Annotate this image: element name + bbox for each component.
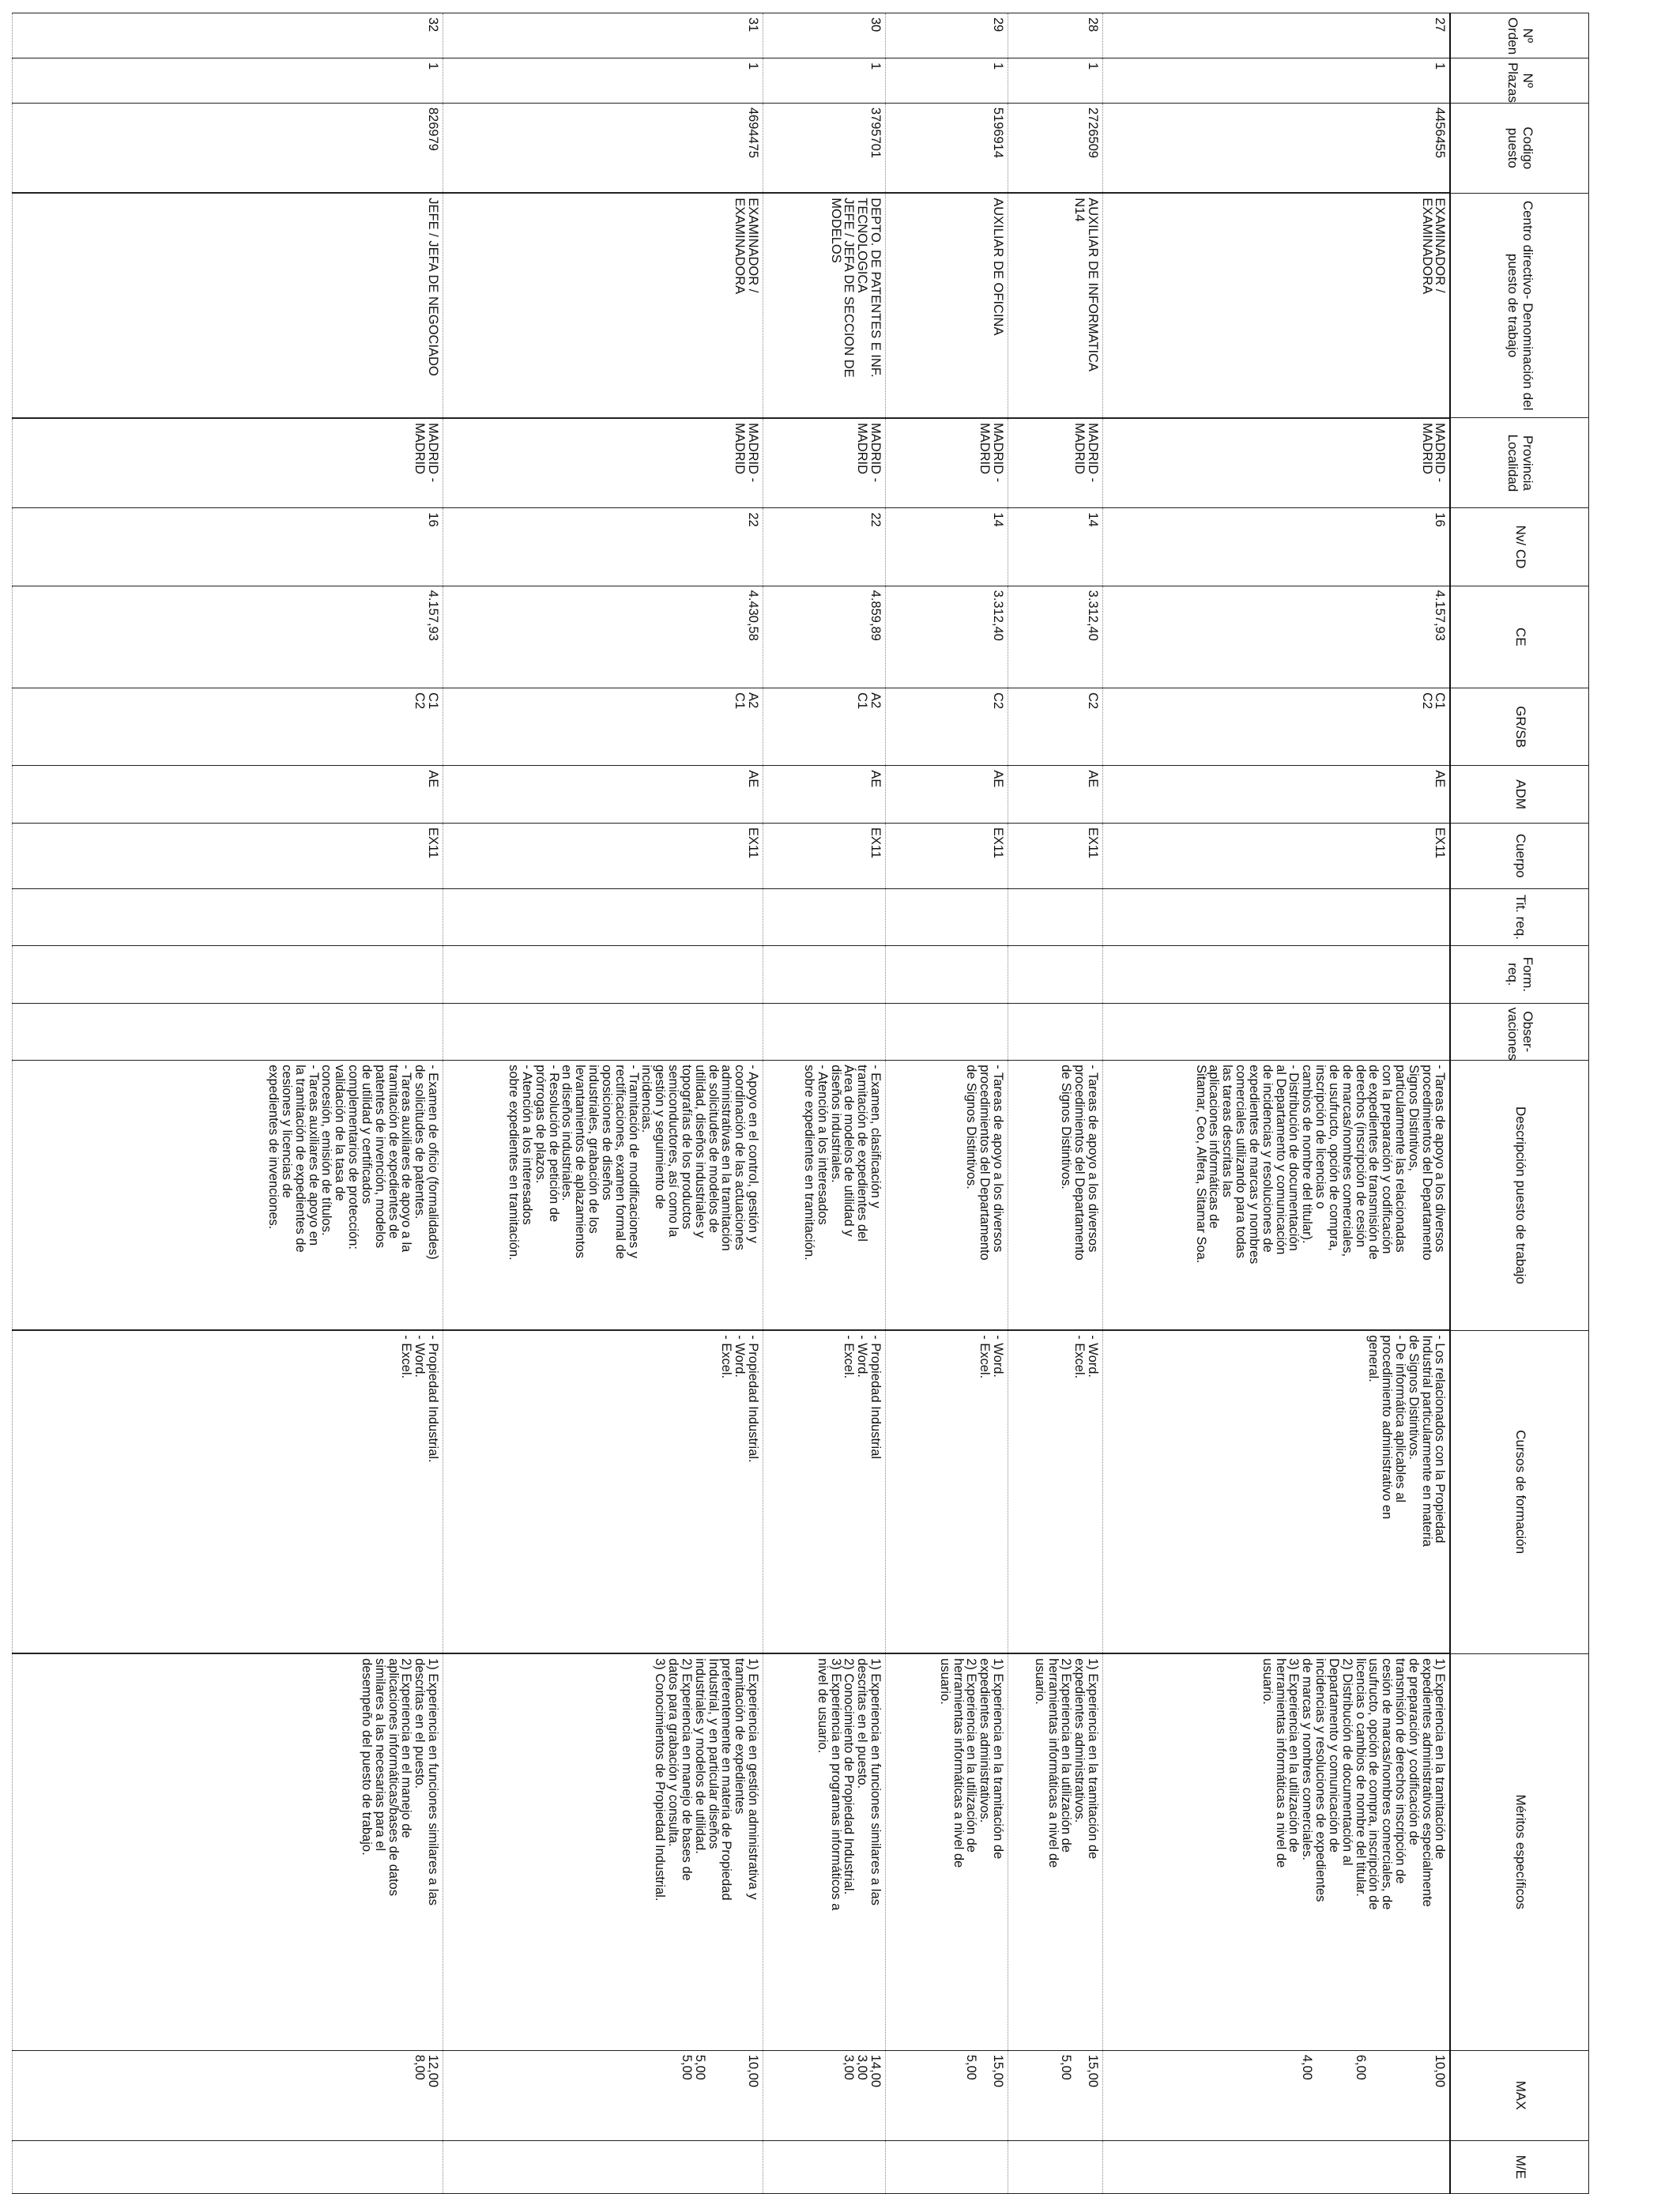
cell-orden: 28 (1008, 13, 1103, 58)
cell-grupo: C2 (886, 688, 1008, 766)
cell-me (1103, 2140, 1451, 2193)
header-centro: Centro directivo- Denominación del puesto de trabajo (1451, 193, 1589, 418)
header-titulacion: Tit. req. (1451, 888, 1589, 945)
cell-orden: 27 (1103, 13, 1451, 58)
cell-titulacion (13, 888, 443, 945)
cell-meritos: 1) Experiencia en funciones similares a las descritas en el puesto. 2) Conocimiento de Propiedad Industrial. 3) Experiencia en programas informáticos a nivel de usuario. (763, 1653, 886, 2050)
cell-meritos: 1) Experiencia en funciones similares a las descritas en el puesto. 2) Experiencia en el manejo de aplicaciones informáticas/bases de datos similares a las necesarias para el desempeño del puesto de trabajo. (13, 1653, 443, 2050)
header-provincia: Provincia Localidad (1451, 418, 1589, 508)
table-row (13, 13, 443, 2194)
cell-grupo: A2 C1 (763, 688, 886, 766)
cell-formacion-req (1008, 946, 1103, 1003)
cell-centro: DEPTO. DE PATENTES E INF. TECNOLOGICA JEFE / JEFA DE SECCION DE MODELOS (763, 193, 886, 418)
cell-descripcion: - Tareas de apoyo a los diversos procedimientos del Departamento de Signos Distintivos. (1008, 1061, 1103, 1331)
header-grupo: GR/SB (1451, 688, 1589, 766)
table-row (1008, 13, 1103, 2194)
header-adm: ADM (1451, 766, 1589, 823)
table-row (886, 13, 1008, 2194)
cell-descripcion: - Tareas de apoyo a los diversos procedimientos del Departamento Signos Distintivos, particularmente las relacionadas con la preparación y codificación de expedientes de transmisión de derechos (inscripción de cesión de marcas/nombres comerciales, de usufructo, opción de compra, inscripción de licencias o cambios de nombre del titular). - Distribución de documentación al Departamento y comunicación de incidencias y resoluciones de expedientes de marcas y nombres comerciales utilizando para todas las tareas descritas las aplicaciones informáticas de Sitamar, Ceo, Alfera, Sitamar Soa. (1103, 1061, 1451, 1331)
cell-orden: 29 (886, 13, 1008, 58)
header-plazas: Nº Plazas (1451, 58, 1589, 103)
cell-me (443, 2140, 763, 2193)
cell-ce: 3.312,40 (886, 586, 1008, 688)
cell-codigo: 4694475 (443, 103, 763, 193)
cell-nivel: 16 (1103, 508, 1451, 586)
cell-descripcion: - Apoyo en el control, gestión y coordinación de las actuaciones administrativas en la tramitación de solicitudes de modelos de utilidad, diseños industriales y topografías de los productos semiconductores, así como la gestión y seguimiento de incidencias. - Tramitación de modificaciones y rectificaciones, examen formal de oposiciones de diseños industriales, grabación de los levantamientos de aplazamientos en diseños industriales. - Resolución de petición de prórrogas de plazos. - Atención a los interesados sobre expedientes en tramitación. (443, 1061, 763, 1331)
header-ce: CE (1451, 586, 1589, 688)
cell-formacion-req (763, 946, 886, 1003)
cell-cuerpo: EX11 (13, 823, 443, 888)
cell-provincia: MADRID - MADRID (1008, 418, 1103, 508)
header-descripcion: Descripción puesto de trabajo (1451, 1061, 1589, 1331)
cell-codigo: 5196914 (886, 103, 1008, 193)
cell-orden: 32 (13, 13, 443, 58)
cell-ce: 4.859,89 (763, 586, 886, 688)
table-row (1103, 13, 1451, 2194)
cell-provincia: MADRID - MADRID (1103, 418, 1451, 508)
cell-adm: AE (443, 766, 763, 823)
cell-adm: AE (886, 766, 1008, 823)
cell-descripcion: - Examen, clasificación y tramitación de expedientes del Área de modelos de utilidad y diseños industriales. - Atención a los interesados sobre expedientes en tramitación. (763, 1061, 886, 1331)
cell-codigo: 2726509 (1008, 103, 1103, 193)
cell-titulacion (1103, 888, 1451, 945)
cell-titulacion (886, 888, 1008, 945)
cell-observaciones (13, 1003, 443, 1060)
header-cuerpo: Cuerpo (1451, 823, 1589, 888)
cell-cursos: - Propiedad Industrial - Word. - Excel. (763, 1330, 886, 1653)
cell-meritos: 1) Experiencia en la tramitación de expedientes administrativos especialmente de preparación y codificación de transmisión de derechos inscripción de cesión de marcas/nombres comerciales, de usufructo, opción de compra, inscripción de licencias o cambios de nombre del titular. 2) Distribución de documentación al Departamento y comunicación de incidencias y resoluciones de expedientes de marcas y nombres comerciales. 3) Experiencia en la utilización de herramientas informáticas a nivel de usuario. (1103, 1653, 1451, 2050)
cell-descripcion: - Examen de oficio (formalidades) de solicitudes de patentes. - Tareas auxiliares de apoyo a la tramitación de expedientes de patentes de invención, modelos de utilidad y certificados complementarios de protección: validación de la tasa de concesión, emisión de títulos. - Tareas auxiliares de apoyo en la tramitación de expedientes de cesiones y licencias de expedientes de invenciones. (13, 1061, 443, 1331)
cell-nivel: 22 (443, 508, 763, 586)
cell-formacion-req (1103, 946, 1451, 1003)
cell-max: 10,00 6,00 4,00 (1103, 2050, 1451, 2140)
cell-formacion-req (886, 946, 1008, 1003)
header-me: M/E (1451, 2140, 1589, 2193)
cell-adm: AE (13, 766, 443, 823)
cell-adm: AE (1008, 766, 1103, 823)
cell-provincia: MADRID - MADRID (443, 418, 763, 508)
cell-plazas: 1 (1103, 58, 1451, 103)
cell-max: 15,00 5,00 (886, 2050, 1008, 2140)
cell-adm: AE (1103, 766, 1451, 823)
cell-observaciones (1008, 1003, 1103, 1060)
cell-cuerpo: EX11 (886, 823, 1008, 888)
cell-descripcion: - Tareas de apoyo a los diversos procedimientos del Departamento de Signos Distintivos. (886, 1061, 1008, 1331)
cell-centro: EXAMINADOR / EXAMINADORA (443, 193, 763, 418)
cell-formacion-req (13, 946, 443, 1003)
cell-cuerpo: EX11 (1103, 823, 1451, 888)
cell-provincia: MADRID - MADRID (763, 418, 886, 508)
cell-ce: 3.312,40 (1008, 586, 1103, 688)
cell-cursos: - Propiedad Industrial. - Word. - Excel. (443, 1330, 763, 1653)
cell-observaciones (763, 1003, 886, 1060)
cell-titulacion (1008, 888, 1103, 945)
cell-me (886, 2140, 1008, 2193)
cell-nivel: 22 (763, 508, 886, 586)
cell-max: 15,00 5,00 (1008, 2050, 1103, 2140)
cell-me (1008, 2140, 1103, 2193)
cell-max: 14,00 3,00 3,00 (763, 2050, 886, 2140)
cell-orden: 30 (763, 13, 886, 58)
header-meritos: Méritos específicos (1451, 1653, 1589, 2050)
cell-ce: 4.430,58 (443, 586, 763, 688)
cell-plazas: 1 (886, 58, 1008, 103)
cell-codigo: 826979 (13, 103, 443, 193)
cell-codigo: 3795701 (763, 103, 886, 193)
cell-centro: EXAMINADOR / EXAMINADORA (1103, 193, 1451, 418)
cell-meritos: 1) Experiencia en la tramitación de expedientes administrativos. 2) Experiencia en la utilización de herramientas informáticas a nivel de usuario. (1008, 1653, 1103, 2050)
cell-max: 12,00 8,00 (13, 2050, 443, 2140)
positions-table (12, 13, 1589, 2194)
cell-me (763, 2140, 886, 2193)
cell-meritos: 1) Experiencia en gestión administrativa y tramitación de expedientes preferentemente en materia de Propiedad Industrial, y en particular diseños industriales y modelos de utilidad. 2) Experiencia en manejo de bases de datos para grabación y consulta. 3) Conocimientos de Propiedad Industrial. (443, 1653, 763, 2050)
cell-cursos: - Los relacionados con la Propiedad Industrial particularmente en materia de Signos Distintivos. - De informática aplicables al procedimiento administrativo en general. (1103, 1330, 1451, 1653)
cell-nivel: 16 (13, 508, 443, 586)
cell-codigo: 4456455 (1103, 103, 1451, 193)
header-row (1451, 13, 1589, 2194)
header-nivel: Nv/ CD (1451, 508, 1589, 586)
header-max: MAX (1451, 2050, 1589, 2140)
cell-cursos: - Propiedad Industrial. - Word. - Excel. (13, 1330, 443, 1653)
cell-centro: AUXILIAR DE OFICINA (886, 193, 1008, 418)
cell-titulacion (763, 888, 886, 945)
header-orden: Nº Orden (1451, 13, 1589, 58)
cell-ce: 4.157,93 (13, 586, 443, 688)
cell-grupo: C2 (1008, 688, 1103, 766)
table-row (443, 13, 763, 2194)
cell-adm: AE (763, 766, 886, 823)
cell-observaciones (1103, 1003, 1451, 1060)
cell-cuerpo: EX11 (443, 823, 763, 888)
header-formacion-req: Form. req. (1451, 946, 1589, 1003)
cell-plazas: 1 (763, 58, 886, 103)
cell-plazas: 1 (13, 58, 443, 103)
table-row (763, 13, 886, 2194)
header-codigo: Codigo puesto (1451, 103, 1589, 193)
cell-provincia: MADRID - MADRID (886, 418, 1008, 508)
cell-observaciones (886, 1003, 1008, 1060)
cell-nivel: 14 (1008, 508, 1103, 586)
cell-ce: 4.157,93 (1103, 586, 1451, 688)
cell-cuerpo: EX11 (763, 823, 886, 888)
cell-meritos: 1) Experiencia en la tramitación de expedientes administrativos. 2) Experiencia en la utilización de herramientas informáticas a nivel de usuario. (886, 1653, 1008, 2050)
cell-grupo: C1 C2 (13, 688, 443, 766)
cell-observaciones (443, 1003, 763, 1060)
cell-provincia: MADRID - MADRID (13, 418, 443, 508)
header-cursos: Cursos de formación (1451, 1330, 1589, 1653)
cell-me (13, 2140, 443, 2193)
cell-cursos: - Word. - Excel. (1008, 1330, 1103, 1653)
cell-orden: 31 (443, 13, 763, 58)
cell-grupo: A2 C1 (443, 688, 763, 766)
cell-centro: JEFE / JEFA DE NEGOCIADO (13, 193, 443, 418)
cell-plazas: 1 (1008, 58, 1103, 103)
cell-cuerpo: EX11 (1008, 823, 1103, 888)
cell-cursos: - Word. - Excel. (886, 1330, 1008, 1653)
cell-grupo: C1 C2 (1103, 688, 1451, 766)
cell-nivel: 14 (886, 508, 1008, 586)
cell-plazas: 1 (443, 58, 763, 103)
header-observaciones: Obser- vaciones (1451, 1003, 1589, 1060)
cell-titulacion (443, 888, 763, 945)
cell-max: 10,00 5,00 5,00 (443, 2050, 763, 2140)
cell-centro: AUXILIAR DE INFORMATICA N14 (1008, 193, 1103, 418)
cell-formacion-req (443, 946, 763, 1003)
